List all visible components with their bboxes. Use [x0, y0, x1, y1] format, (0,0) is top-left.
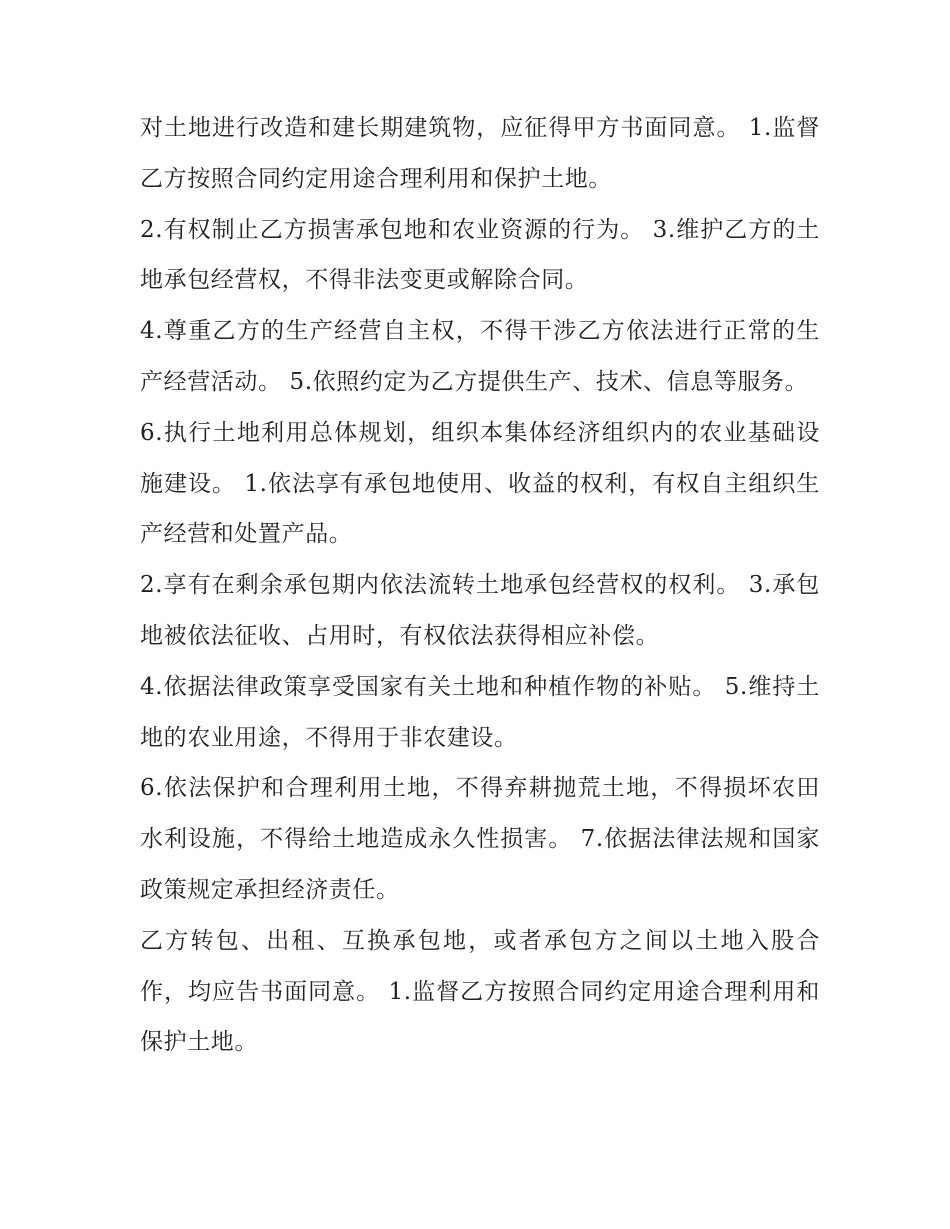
- paragraph-2: 2.有权制止乙方损害承包地和农业资源的行为。 3.维护乙方的土地承包经营权，不得非法变更或解除合同。: [140, 216, 820, 294]
- paragraph-8: 乙方转包、出租、互换承包地，或者承包方之间以土地入股合作，均应告书面同意。 1.监督乙方按照合同约定用途合理利用和保护土地。: [140, 927, 820, 1056]
- paragraph-5: 2.享有在剩余承包期内依法流转土地承包经营权的权利。 3.承包地被依法征收、占用时，有权依法获得相应补偿。: [140, 572, 820, 649]
- paragraph-7: 6.依法保护和合理利用土地，不得弃耕抛荒土地，不得损坏农田水利设施，不得给土地造成永久性损害。 7.依据法律法规和国家政策规定承担经济责任。: [140, 775, 820, 903]
- paragraph-1: 对土地进行改造和建长期建筑物，应征得甲方书面同意。 1.监督乙方按照合同约定用途合理利用和保护土地。: [140, 115, 820, 192]
- paragraph-4: 6.执行土地利用总体规划，组织本集体经济组织内的农业基础设施建设。 1.依法享有承包地使用、收益的权利，有权自主组织生产经营和处置产品。: [140, 419, 820, 548]
- paragraph-3: 4.尊重乙方的生产经营自主权，不得干涉乙方依法进行正常的生产经营活动。 5.依照约定为乙方提供生产、技术、信息等服务。: [140, 318, 820, 395]
- document-body: [140, 103, 820, 1068]
- paragraph-6: 4.依据法律政策享受国家有关土地和种植作物的补贴。 5.维持土地的农业用途，不得用于非农建设。: [140, 673, 820, 751]
